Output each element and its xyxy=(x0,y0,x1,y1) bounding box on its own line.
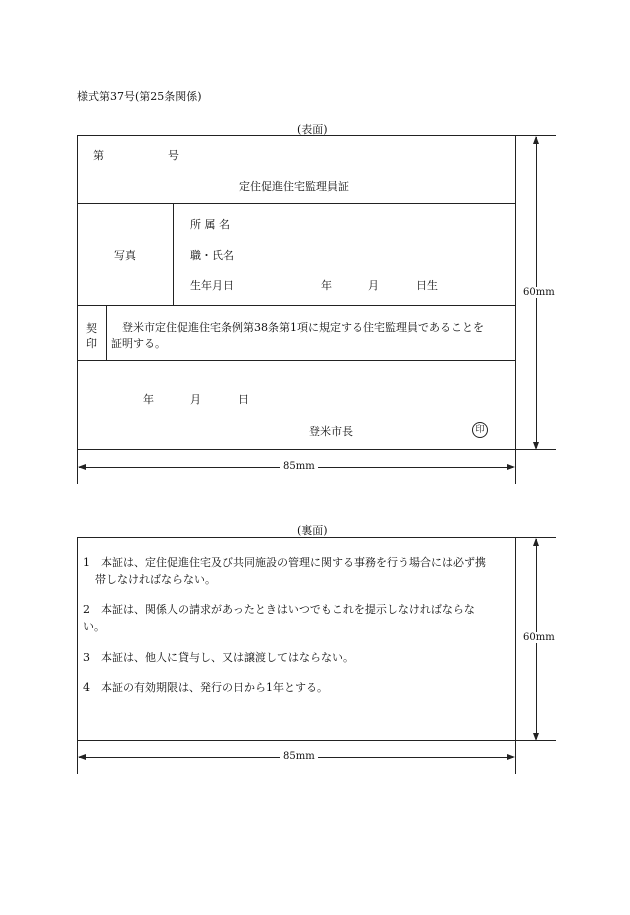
arrow-right-icon xyxy=(507,754,515,760)
seal-box-bottom: 印 xyxy=(86,337,97,350)
number-prefix: 第 xyxy=(93,149,104,162)
back-item-1-line-1: 1 本証は、定住促進住宅及び共同施設の管理に関する事務を行う場合には必ず携 xyxy=(83,556,486,569)
front-caption: (表面) xyxy=(297,123,328,136)
title-name-label: 職・氏名 xyxy=(190,249,234,262)
arrow-down-icon xyxy=(533,442,539,450)
back-item-3 xyxy=(83,649,354,666)
birth-day-label: 日生 xyxy=(416,279,438,292)
arrow-up-icon xyxy=(533,538,539,546)
back-width-label: 85mm xyxy=(280,751,318,762)
front-divider-2 xyxy=(78,305,515,306)
front-width-label: 85mm xyxy=(280,461,318,472)
arrow-right-icon xyxy=(507,464,515,470)
arrow-down-icon xyxy=(533,733,539,741)
affiliation-label: 所 属 名 xyxy=(190,218,230,231)
back-item-1-line-2: 帯しなければならない。 xyxy=(95,573,216,586)
back-item-3-line-1: 3 本証は、他人に貸与し、又は譲渡してはならない。 xyxy=(83,651,354,664)
back-item-4-line-1: 4 本証の有効期限は、発行の日から1年とする。 xyxy=(83,681,328,694)
number-suffix: 号 xyxy=(168,149,179,162)
front-divider-3 xyxy=(78,360,515,361)
back-item-2-line-1: 2 本証は、関係人の請求があったときはいつでもこれを提示しなければならな xyxy=(83,603,475,616)
back-item-2 xyxy=(83,601,475,635)
issue-year-label: 年 xyxy=(143,393,154,406)
arrow-left-icon xyxy=(78,754,86,760)
card-title: 定住促進住宅監理員証 xyxy=(239,180,349,193)
front-card xyxy=(77,135,516,450)
arrow-left-icon xyxy=(78,464,86,470)
arrow-up-icon xyxy=(533,136,539,144)
front-height-label: 60mm xyxy=(520,287,558,298)
back-item-4 xyxy=(83,679,328,696)
issuer-seal-icon: 印 xyxy=(472,422,488,438)
issuer-label: 登米市長 xyxy=(309,425,353,438)
back-item-2-line-2: い。 xyxy=(83,620,105,633)
front-divider-1 xyxy=(78,203,515,204)
certification-line-2: 証明する。 xyxy=(111,337,166,350)
photo-label: 写真 xyxy=(114,249,136,262)
issue-month-label: 月 xyxy=(190,393,201,406)
back-card xyxy=(77,537,516,741)
back-caption: (裏面) xyxy=(297,524,328,537)
form-number: 様式第37号(第25条関係) xyxy=(77,90,202,103)
back-height-label: 60mm xyxy=(520,632,558,643)
issue-day-label: 日 xyxy=(238,393,249,406)
birth-month-label: 月 xyxy=(368,279,379,292)
certification-line-1: 登米市定住促進住宅条例第38条第1項に規定する住宅監理員であることを xyxy=(111,321,484,334)
seal-box-divider xyxy=(106,305,107,360)
seal-box-top: 契 xyxy=(86,322,97,335)
front-dim-right-ext xyxy=(515,450,516,484)
back-dim-right-ext xyxy=(515,741,516,774)
back-item-1 xyxy=(83,554,486,588)
photo-divider xyxy=(173,203,174,305)
birthdate-label: 生年月日 xyxy=(190,279,234,292)
birth-year-label: 年 xyxy=(321,279,332,292)
